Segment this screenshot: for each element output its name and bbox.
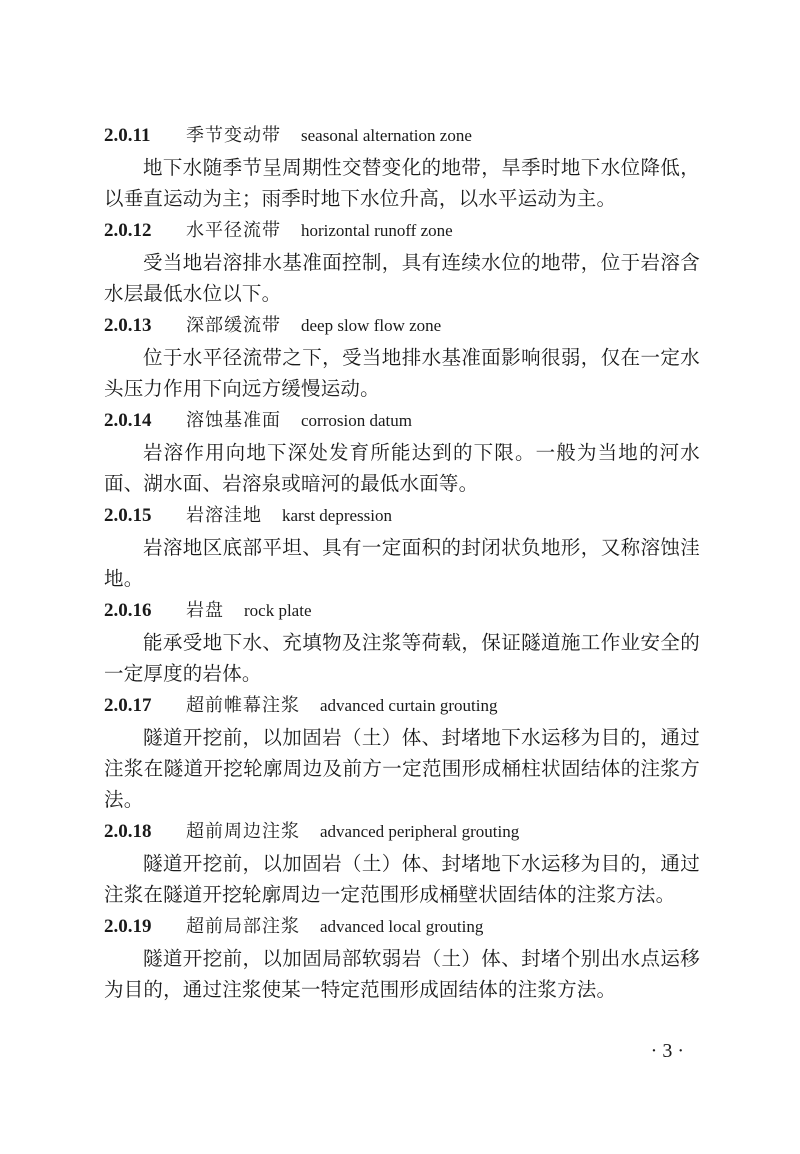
term-english: advanced local grouting xyxy=(320,917,484,936)
entry-heading xyxy=(104,120,700,152)
term-chinese: 超前局部注浆 xyxy=(186,916,300,937)
page-number: · 3 · xyxy=(650,1040,684,1062)
term-english: advanced peripheral grouting xyxy=(320,822,520,841)
term-definition: 岩溶作用向地下深处发育所能达到的下限。一般为当地的河水面、湖水面、岩溶泉或暗河的最低水面等。 xyxy=(104,441,700,495)
glossary-entry xyxy=(104,405,700,499)
term-definition: 地下水随季节呈周期性交替变化的地带，旱季时地下水位降低，以垂直运动为主；雨季时地下水位升高，以水平运动为主。 xyxy=(104,156,700,210)
entry-heading xyxy=(104,215,700,247)
entry-heading xyxy=(104,816,700,848)
term-chinese: 超前周边注浆 xyxy=(186,821,300,842)
glossary-entry xyxy=(104,310,700,404)
term-definition: 受当地岩溶排水基准面控制，具有连续水位的地带，位于岩溶含水层最低水位以下。 xyxy=(104,251,700,305)
term-number: 2.0.16 xyxy=(104,600,152,621)
term-definition: 隧道开挖前，以加固岩（土）体、封堵地下水运移为目的，通过注浆在隧道开挖轮廓周边及前方一定范围形成桶柱状固结体的注浆方法。 xyxy=(104,726,700,811)
entry-heading xyxy=(104,911,700,943)
term-definition: 隧道开挖前，以加固局部软弱岩（土）体、封堵个别出水点运移为目的，通过注浆使某一特定范围形成固结体的注浆方法。 xyxy=(104,947,700,1001)
term-definition: 岩溶地区底部平坦、具有一定面积的封闭状负地形，又称溶蚀洼地。 xyxy=(104,536,700,590)
term-chinese: 岩盘 xyxy=(186,600,224,621)
term-number: 2.0.19 xyxy=(104,916,152,937)
term-english: horizontal runoff zone xyxy=(301,221,453,240)
term-number: 2.0.17 xyxy=(104,695,152,716)
term-definition: 能承受地下水、充填物及注浆等荷载，保证隧道施工作业安全的一定厚度的岩体。 xyxy=(104,631,700,685)
entry-heading xyxy=(104,500,700,532)
term-number: 2.0.15 xyxy=(104,505,152,526)
term-chinese: 深部缓流带 xyxy=(186,315,281,336)
term-chinese: 水平径流带 xyxy=(186,220,281,241)
term-english: corrosion datum xyxy=(301,411,412,430)
glossary-entry xyxy=(104,911,700,1005)
term-english: karst depression xyxy=(282,506,393,525)
term-chinese: 岩溶洼地 xyxy=(186,505,262,526)
glossary-content xyxy=(104,120,700,1006)
term-english: deep slow flow zone xyxy=(301,316,442,335)
term-chinese: 超前帷幕注浆 xyxy=(186,695,300,716)
glossary-entry xyxy=(104,215,700,309)
term-chinese: 季节变动带 xyxy=(186,125,281,146)
term-english: advanced curtain grouting xyxy=(320,696,498,715)
glossary-entry xyxy=(104,120,700,214)
term-number: 2.0.13 xyxy=(104,315,152,336)
term-number: 2.0.18 xyxy=(104,821,152,842)
glossary-entry xyxy=(104,500,700,594)
term-definition: 隧道开挖前，以加固岩（土）体、封堵地下水运移为目的，通过注浆在隧道开挖轮廓周边一定范围形成桶壁状固结体的注浆方法。 xyxy=(104,852,700,906)
entry-heading xyxy=(104,405,700,437)
term-number: 2.0.14 xyxy=(104,410,152,431)
term-english: seasonal alternation zone xyxy=(301,126,472,145)
glossary-entry xyxy=(104,690,700,815)
term-number: 2.0.12 xyxy=(104,220,152,241)
term-definition: 位于水平径流带之下，受当地排水基准面影响很弱，仅在一定水头压力作用下向远方缓慢运动。 xyxy=(104,346,700,400)
glossary-entry xyxy=(104,595,700,689)
term-number: 2.0.11 xyxy=(104,125,151,146)
entry-heading xyxy=(104,310,700,342)
entry-heading xyxy=(104,690,700,722)
term-english: rock plate xyxy=(244,601,312,620)
glossary-entry xyxy=(104,816,700,910)
entry-heading xyxy=(104,595,700,627)
term-chinese: 溶蚀基准面 xyxy=(186,410,281,431)
